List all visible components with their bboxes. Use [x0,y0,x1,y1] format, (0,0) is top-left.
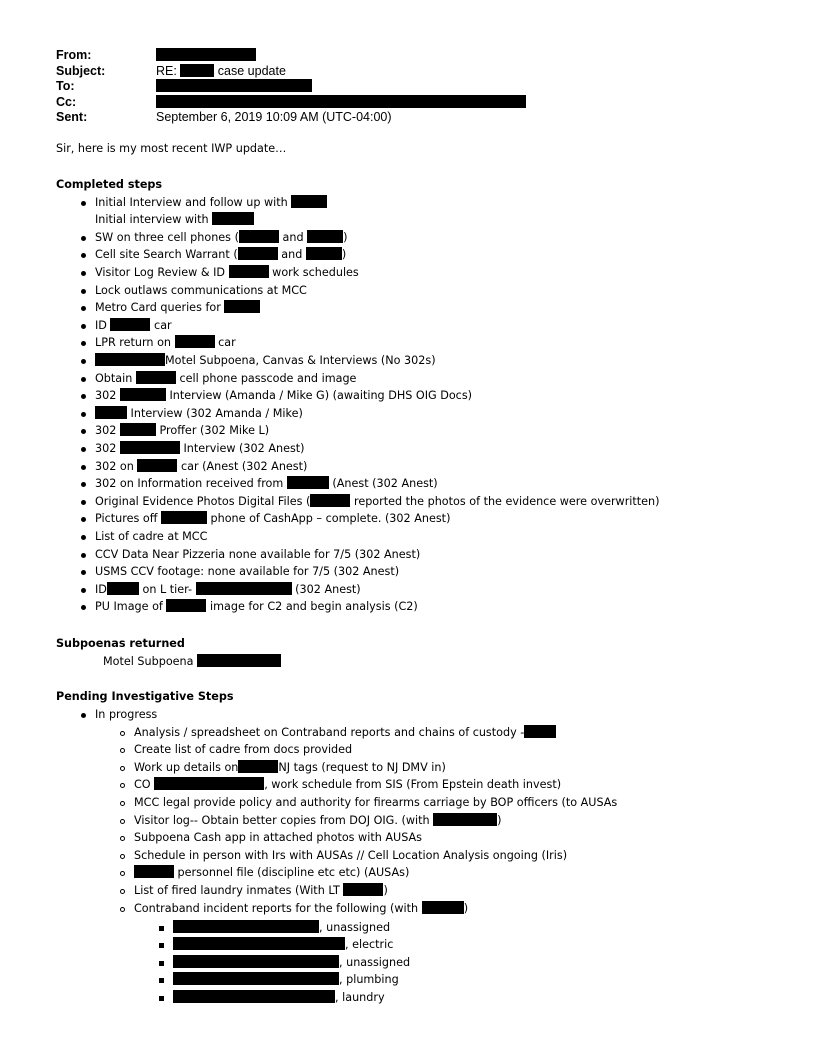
redaction-box [166,599,206,612]
bullet-marker [81,605,86,610]
text-segment: ) [463,901,469,915]
redaction-box [173,955,339,968]
text-segment: reported the photos of the evidence were overwritten) [350,494,660,508]
text-segment: SW on three cell phones ( [95,230,239,244]
text-segment: ) [343,230,348,244]
bullet-marker [81,253,86,258]
text-segment: Lock outlaws communications at MCC [95,283,307,297]
redaction-box [173,920,319,933]
redaction-box [433,813,497,826]
bullet-marker [159,926,164,931]
bullet-marker [120,783,125,788]
text-segment: 302 [95,424,120,438]
bullet-marker [159,943,164,948]
text-segment: USMS CCV footage: none available for 7/5 (302 Anest) [95,565,400,579]
header-value [156,48,256,64]
bullet-marker [81,713,86,718]
text-segment: 302 [95,389,120,403]
list-item [95,581,361,599]
section-heading: Subpoenas returned [56,637,185,650]
bullet-marker [81,588,86,593]
bullet-marker [81,447,86,452]
bullet-marker [81,553,86,558]
header-value [156,110,392,126]
text-segment: (302 Anest) [291,582,361,596]
redaction-box [95,353,165,366]
list-item [173,954,410,972]
greeting: Sir, here is my most recent IWP update… [56,142,287,155]
list-item [173,919,390,937]
redaction-box [212,212,254,225]
bullet-marker [120,766,125,771]
bullet-marker [81,517,86,522]
text-segment: Motel Subpoena [103,655,198,668]
text-segment: Visitor log-- Obtain better copies from DOJ OIG. (with [134,813,434,827]
list-item [95,546,420,564]
redaction-box [161,511,207,524]
bullet-marker [81,465,86,470]
list-item [95,598,418,616]
text-segment: and [277,248,306,262]
text-segment: Work up details on [134,760,239,774]
text-segment: , work schedule from SIS (From Epstein death invest) [264,778,562,792]
text-segment: Cell site Search Warrant ( [95,248,238,262]
list-item [134,829,422,847]
text-segment: Subpoena Cash app in attached photos with AUSAs [134,831,422,845]
bullet-marker [81,482,86,487]
redaction-box [120,423,156,436]
text-segment: Create list of cadre from docs provided [134,743,353,757]
text-segment: cell phone passcode and image [175,371,357,385]
list-item [95,387,472,405]
text-segment: (Anest (302 Anest) [328,477,438,491]
list-item [95,405,303,423]
text-segment: ) [383,883,388,897]
list-item [95,264,359,282]
list-item [134,776,561,794]
text-segment: ID [95,318,111,332]
bullet-marker [81,236,86,241]
text-segment: 302 on [95,459,138,473]
text-segment: car [214,336,236,350]
redaction-box [95,406,127,419]
redaction-box [120,441,180,454]
redaction-box [173,990,335,1003]
list-item [95,246,346,264]
redaction-box [343,883,383,896]
redaction-box [291,195,327,208]
text-segment: 302 [95,441,120,455]
header-row [56,110,526,126]
list-item [103,653,281,671]
bullet-marker [120,871,125,876]
text-segment: Contraband incident reports for the following (with [134,901,422,915]
text-segment: , unassigned [319,920,391,934]
text-segment: Initial Interview and follow up with [95,195,292,209]
text-segment: car (Anest (302 Anest) [177,459,308,473]
text-segment: ) [497,813,502,827]
bullet-marker [120,907,125,912]
text-segment: Interview (Amanda / Mike G) (awaiting DHS OIG Docs) [165,389,473,403]
text-segment: Pictures off [95,512,161,526]
text-segment: ID [95,582,107,596]
bullet-marker [81,289,86,294]
redaction-box [238,760,278,773]
bullet-marker [120,854,125,859]
bullet-marker [120,836,125,841]
redaction-box [197,654,281,667]
text-segment: car [150,318,172,332]
section-heading: Pending Investigative Steps [56,690,234,703]
text-segment: 302 on Information received from [95,477,287,491]
text-segment: Obtain [95,371,136,385]
list-item [95,422,269,440]
text-segment: work schedules [268,265,359,279]
text-segment: Interview (302 Amanda / Mike) [127,406,303,420]
list-item [95,475,438,493]
section-heading: Completed steps [56,178,163,191]
header-row [56,79,526,95]
header-label: Subject: [56,63,106,78]
bullet-marker [159,978,164,983]
redaction-box [175,335,215,348]
text-segment: ) [341,248,347,262]
bullet-marker [81,412,86,417]
list-item [95,334,236,352]
list-item [134,794,617,812]
redaction-box [156,79,312,92]
header-label: Cc: [56,94,77,109]
text-segment: case update [214,63,286,78]
redaction-box [156,95,526,108]
list-item [134,741,352,759]
bullet-marker [120,801,125,806]
list-item [173,989,385,1007]
header-row [56,64,526,80]
bullet-marker [120,748,125,753]
text-segment: MCC legal provide policy and authority for firearms carriage by BOP officers (to AUSAs [134,795,618,809]
text-segment: List of cadre at MCC [95,529,208,543]
text-segment: CO [134,778,155,792]
text-segment: and [278,230,308,244]
text-segment: Analysis / spreadsheet on Contraband reports and chains of custody - [134,725,525,739]
text-segment: Visitor Log Review & ID [95,265,229,279]
header-label: From: [56,48,92,62]
redaction-box [224,300,260,313]
redaction-box [310,494,350,507]
list-item [173,936,393,954]
redaction-box [173,937,345,950]
list-item [95,370,356,388]
text-segment: image for C2 and begin analysis (C2) [206,600,418,614]
bullet-marker [120,731,125,736]
header-label: To: [56,79,75,93]
text-segment: CCV Data Near Pizzeria none available for 7/5 (302 Anest) [95,547,421,561]
bullet-marker [159,961,164,966]
header-row [56,95,526,111]
bullet-marker [81,429,86,434]
redaction-box [287,476,329,489]
bullet-marker [81,359,86,364]
list-item [95,528,207,546]
list-item [95,229,347,247]
bullet-marker [81,570,86,575]
bullet-marker [81,394,86,399]
text-segment: Proffer (302 Mike L) [155,424,270,438]
header-value [156,79,312,95]
redaction-box [173,972,339,985]
list-item [134,759,446,777]
redaction-box [196,582,292,595]
redaction-box [136,371,176,384]
redaction-box [180,64,214,77]
bullet-marker [81,306,86,311]
list-item [95,299,260,317]
list-item [95,563,399,581]
list-item [95,458,307,476]
redaction-box [307,230,343,243]
bullet-marker [120,889,125,894]
redaction-box [154,777,264,790]
bullet-marker [81,271,86,276]
text-segment: phone of CashApp – complete. (302 Anest) [206,512,451,526]
redaction-box [239,230,279,243]
text-segment: , plumbing [339,973,399,987]
redaction-box [156,48,256,61]
email-header [56,48,526,126]
bullet-marker [120,819,125,824]
list-item [95,317,172,335]
list-item [95,211,254,229]
list-item: In progress [95,708,158,721]
list-item [134,812,501,830]
redaction-box [137,459,177,472]
list-item [95,440,305,458]
list-item [95,493,660,511]
text-segment: Motel Subpoena, Canvas & Interviews (No 302s) [165,353,436,367]
list-item [95,510,450,528]
list-item [134,882,388,900]
text-segment: , unassigned [339,955,411,969]
list-item [134,900,468,918]
redaction-box [229,265,269,278]
redaction-box [134,865,174,878]
text-segment: LPR return on [95,336,175,350]
redaction-box [422,901,464,914]
header-value [156,95,526,111]
list-item [134,864,409,882]
text-segment: RE: [156,63,181,78]
redaction-box [120,388,166,401]
redaction-box [306,247,342,260]
list-item [95,282,307,300]
bullet-marker [81,377,86,382]
header-row [56,48,526,64]
header-label: Sent: [56,110,88,124]
text-segment: Metro Card queries for [95,301,225,315]
text-segment: Initial interview with [95,213,213,227]
redaction-box [107,582,139,595]
bullet-marker [81,535,86,540]
text-segment: , laundry [335,990,385,1004]
list-item [173,971,399,989]
text-segment: NJ tags (request to NJ DMV in) [278,760,446,774]
text-segment: on L tier- [138,582,196,596]
bullet-marker [159,996,164,1001]
text-segment: Interview (302 Anest) [179,441,305,455]
bullet-marker [81,341,86,346]
list-item [95,194,327,212]
text-segment: Schedule in person with Irs with AUSAs // Cell Location Analysis ongoing (Iris) [134,848,568,862]
bullet-marker [81,500,86,505]
bullet-marker [81,324,86,329]
text-segment: Original Evidence Photos Digital Files ( [95,494,311,508]
text-segment: List of fired laundry inmates (With LT [134,883,344,897]
bullet-marker [81,201,86,206]
header-value [156,64,286,80]
list-item [95,352,436,370]
redaction-box [110,318,150,331]
text-segment: personnel file (discipline etc etc) (AUSAs) [174,866,410,880]
text-segment: PU Image of [95,600,167,614]
list-item [134,724,556,742]
text-segment: , electric [345,938,394,952]
redaction-box [524,725,556,738]
text-segment: September 6, 2019 10:09 AM (UTC-04:00) [156,110,392,124]
redaction-box [238,247,278,260]
list-item [134,847,567,865]
